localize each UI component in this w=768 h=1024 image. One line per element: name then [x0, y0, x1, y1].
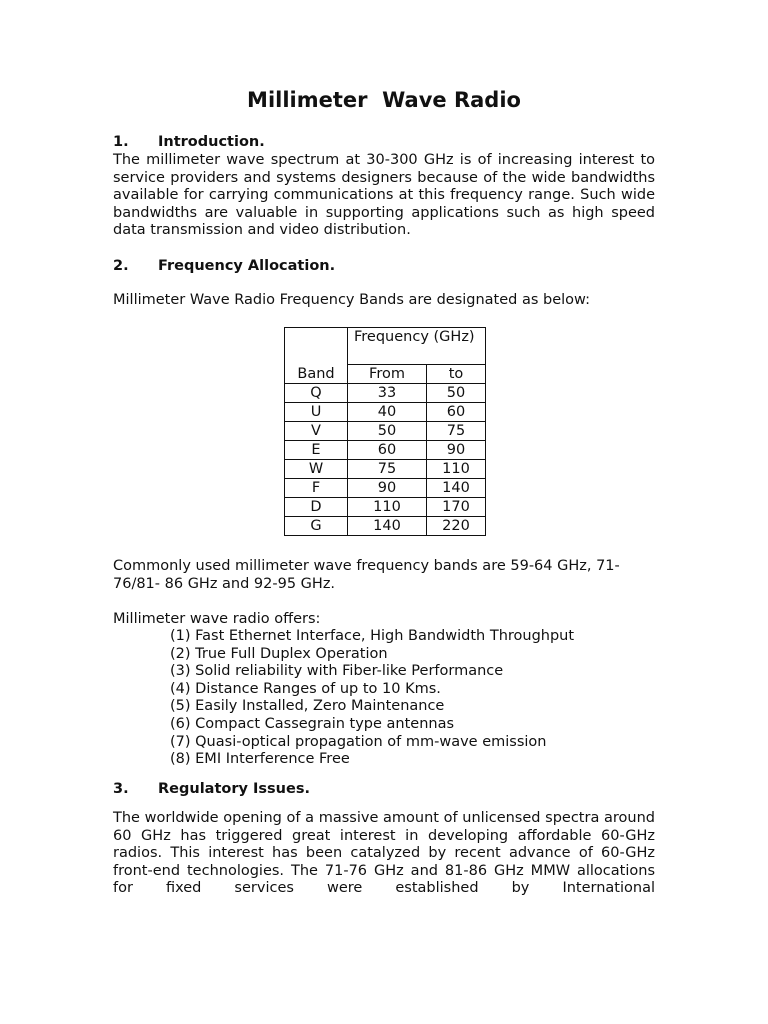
list-item: (5) Easily Installed, Zero Maintenance	[170, 698, 445, 715]
common-bands-paragraph: Commonly used millimeter wave frequency bands are 59-64 GHz, 71-76/81- 86 GHz and 92-95 GHz.	[113, 558, 620, 592]
list-item: (2) True Full Duplex Operation	[170, 645, 388, 662]
from-cell: 110	[348, 498, 427, 517]
header-frequency: Frequency (GHz)	[348, 328, 486, 365]
band-cell: E	[285, 441, 348, 460]
table-body	[285, 384, 486, 536]
list-item: (7) Quasi-optical propagation of mm-wave emission	[170, 733, 547, 750]
header-from: From	[348, 365, 427, 384]
to-cell: 110	[427, 460, 486, 479]
band-cell: Q	[285, 384, 348, 403]
to-cell: 50	[427, 384, 486, 403]
frequency-bands-lead: Millimeter Wave Radio Frequency Bands are designated as below:	[113, 292, 591, 308]
to-cell: 75	[427, 422, 486, 441]
from-cell: 50	[348, 422, 427, 441]
table-row	[285, 498, 486, 517]
list-item: (3) Solid reliability with Fiber-like Performance	[170, 663, 504, 680]
offers-list	[170, 628, 574, 769]
from-cell: 140	[348, 517, 427, 536]
list-item: (1) Fast Ethernet Interface, High Bandwidth Throughput	[170, 628, 575, 644]
from-cell: 33	[348, 384, 427, 403]
section-number: 3.	[113, 781, 129, 797]
section-title: Frequency Allocation.	[158, 258, 336, 274]
table-row	[285, 422, 486, 441]
table-row	[285, 460, 486, 479]
regulatory-paragraph: The worldwide opening of a massive amount of unlicensed spectra around 60 GHz has triggered great interest in developing affordable 60-GHz radios. This interest has been catalyzed by recent advance of 60-GHz front-end technologies. The 71-76 GHz and 81-86 GHz MMW allocations for fixed services were established by International	[113, 810, 655, 897]
table-header-row	[285, 328, 486, 365]
band-cell: F	[285, 479, 348, 498]
from-cell: 60	[348, 441, 427, 460]
to-cell: 140	[427, 479, 486, 498]
to-cell: 170	[427, 498, 486, 517]
band-cell: V	[285, 422, 348, 441]
to-cell: 90	[427, 441, 486, 460]
table-row	[285, 403, 486, 422]
from-cell: 40	[348, 403, 427, 422]
section-heading-regulatory-issues	[113, 780, 310, 798]
section-title: Introduction.	[158, 134, 265, 150]
table-row	[285, 384, 486, 403]
section-number: 2.	[113, 258, 129, 274]
band-cell: G	[285, 517, 348, 536]
section-title: Regulatory Issues.	[158, 781, 310, 797]
introduction-paragraph: The millimeter wave spectrum at 30-300 GHz is of increasing interest to service providers and systems designers because of the wide bandwidths available for carrying communications at this frequency range. Such wide bandwidths are valuable in supporting applications such as high speed data transmission and video distribution.	[113, 152, 655, 239]
band-cell: U	[285, 403, 348, 422]
header-to: to	[427, 365, 486, 384]
header-band: Band	[285, 328, 348, 384]
document-title: Millimeter Wave Radio	[247, 88, 521, 112]
to-cell: 220	[427, 517, 486, 536]
offers-lead: Millimeter wave radio offers:	[113, 611, 321, 627]
list-item: (8) EMI Interference Free	[170, 751, 350, 768]
section-heading-frequency-allocation	[113, 257, 335, 275]
from-cell: 90	[348, 479, 427, 498]
table-row	[285, 441, 486, 460]
table-row	[285, 479, 486, 498]
list-item: (4) Distance Ranges of up to 10 Kms.	[170, 680, 441, 697]
band-cell: D	[285, 498, 348, 517]
table-row	[285, 517, 486, 536]
section-heading-introduction	[113, 133, 265, 151]
section-number: 1.	[113, 134, 129, 150]
band-cell: W	[285, 460, 348, 479]
frequency-bands-table	[284, 327, 486, 536]
list-item: (6) Compact Cassegrain type antennas	[170, 715, 455, 732]
to-cell: 60	[427, 403, 486, 422]
from-cell: 75	[348, 460, 427, 479]
